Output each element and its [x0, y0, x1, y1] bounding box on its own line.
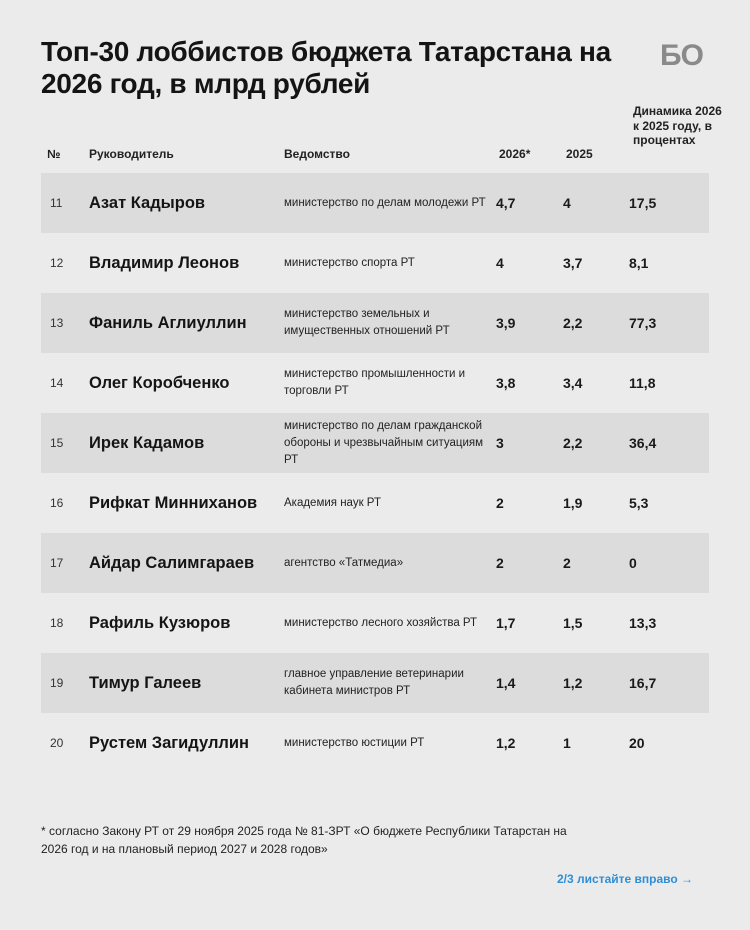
row-2025: 1	[563, 735, 571, 751]
row-department: министерство спорта РТ	[284, 256, 415, 269]
swipe-hint-link[interactable]: 2/3 листайте вправо →	[557, 872, 694, 886]
row-department: министерство по делам гражданской обороны и чрезвычайным ситуациям РТ	[284, 419, 484, 466]
row-2026: 3,8	[496, 375, 516, 391]
row-head: Фаниль Аглиуллин	[89, 313, 247, 332]
header-2026: 2026*	[499, 147, 531, 161]
row-dynamics: 77,3	[629, 315, 657, 331]
table-row	[41, 353, 709, 413]
row-2025: 2	[563, 555, 571, 571]
row-2025: 3,4	[563, 375, 583, 391]
logo-text: БО	[660, 39, 703, 70]
table-row	[41, 233, 709, 293]
table-row	[41, 593, 709, 653]
row-number: 16	[50, 496, 64, 510]
row-dynamics: 17,5	[629, 195, 657, 211]
row-number: 11	[50, 196, 63, 210]
row-2025: 1,2	[563, 675, 583, 691]
page-title: Топ-30 лоббистов бюджета Татарстана на 2026 год, в млрд рублей	[41, 36, 611, 99]
row-department: министерство лесного хозяйства РТ	[284, 616, 478, 629]
row-number: 15	[50, 436, 64, 450]
header-department: Ведомство	[284, 147, 350, 161]
header-2025: 2025	[566, 147, 593, 161]
row-head: Рафиль Кузюров	[89, 613, 231, 632]
row-2026: 3,9	[496, 315, 516, 331]
header-dynamics: Динамика 2026 к 2025 году, в процентах	[633, 104, 722, 147]
row-number: 19	[50, 676, 64, 690]
table-row	[41, 173, 709, 233]
row-dynamics: 20	[629, 735, 645, 751]
table-row	[41, 293, 709, 353]
row-2025: 2,2	[563, 435, 583, 451]
table-row	[41, 473, 709, 533]
row-department: министерство земельных и имущественных отношений РТ	[284, 308, 450, 337]
row-department: министерство юстиции РТ	[284, 736, 425, 749]
row-2026: 2	[496, 495, 504, 511]
row-department: министерство промышленности и торговли РТ	[284, 368, 466, 397]
row-2026: 1,7	[496, 615, 516, 631]
footnote: * согласно Закону РТ от 29 ноября 2025 года № 81-ЗРТ «О бюджете Республики Татарстан на 2026 год и на плановый период 2027 и 2028 годов»	[41, 824, 567, 856]
row-2026: 1,4	[496, 675, 516, 691]
row-2026: 2	[496, 555, 504, 571]
bo-logo	[660, 38, 710, 70]
row-head: Рифкат Минниханов	[89, 493, 258, 512]
row-2025: 2,2	[563, 315, 583, 331]
row-head: Ирек Кадамов	[89, 433, 205, 452]
row-department: Академия наук РТ	[284, 496, 381, 509]
row-2026: 3	[496, 435, 504, 451]
row-dynamics: 0	[629, 555, 637, 571]
row-head: Рустем Загидуллин	[89, 733, 250, 752]
row-dynamics: 36,4	[629, 435, 657, 451]
row-dynamics: 13,3	[629, 615, 657, 631]
row-dynamics: 5,3	[629, 495, 649, 511]
row-department: агентство «Татмедиа»	[284, 556, 404, 569]
header-head: Руководитель	[89, 147, 174, 161]
row-2025: 1,9	[563, 495, 583, 511]
table-row	[41, 653, 709, 713]
row-dynamics: 8,1	[629, 255, 649, 271]
table-row	[41, 533, 709, 593]
row-2025: 3,7	[563, 255, 583, 271]
row-number: 20	[50, 736, 64, 750]
row-number: 12	[50, 256, 64, 270]
row-number: 18	[50, 616, 64, 630]
row-number: 14	[50, 376, 64, 390]
row-number: 17	[50, 556, 64, 570]
row-department: главное управление ветеринарии кабинета министров РТ	[284, 668, 464, 697]
row-2026: 1,2	[496, 735, 516, 751]
row-head: Тимур Галеев	[89, 673, 202, 692]
row-head: Владимир Леонов	[89, 253, 240, 272]
row-head: Азат Кадыров	[89, 193, 206, 212]
row-dynamics: 16,7	[629, 675, 657, 691]
row-number: 13	[50, 316, 64, 330]
row-2026: 4	[496, 255, 504, 271]
row-head: Айдар Салимгараев	[89, 553, 255, 572]
row-2025: 1,5	[563, 615, 583, 631]
row-head: Олег Коробченко	[89, 373, 230, 392]
lobbyists-table	[41, 173, 709, 773]
row-dynamics: 11,8	[629, 375, 656, 391]
row-2026: 4,7	[496, 195, 516, 211]
header-number: №	[47, 147, 61, 161]
row-department: министерство по делам молодежи РТ	[284, 196, 486, 209]
row-2025: 4	[563, 195, 571, 211]
table-row	[41, 413, 709, 473]
table-row	[41, 713, 709, 773]
